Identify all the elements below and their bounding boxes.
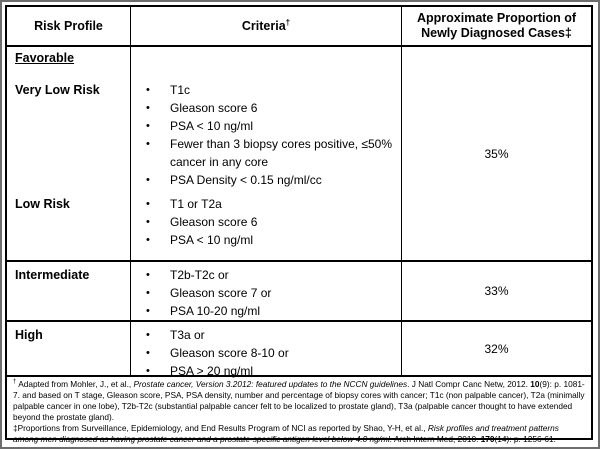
- favorable-label-cell: [7, 47, 131, 262]
- list-item: • T2b-T2c or: [131, 266, 401, 284]
- list-item: • Gleason score 6: [131, 99, 397, 117]
- footnotes: [7, 377, 591, 445]
- intermediate-proportion-cell: [402, 262, 591, 322]
- list-item: • T3a or: [131, 326, 401, 344]
- favorable-group-label: Favorable: [15, 51, 75, 65]
- bullet-icon: •: [146, 102, 150, 114]
- bullet-icon: •: [146, 305, 150, 317]
- dagger-symbol: †: [285, 17, 291, 27]
- list-item: • Gleason score 7 or: [131, 284, 401, 302]
- favorable-criteria-cell: [131, 47, 402, 262]
- low-risk-criteria-list: [131, 195, 397, 249]
- bullet-icon: •: [146, 174, 150, 186]
- favorable-proportion-cell: [402, 47, 591, 262]
- header-proportion-line2: Newly Diagnosed Cases‡: [421, 26, 572, 40]
- list-item: • PSA < 10 ng/ml: [131, 117, 397, 135]
- header-risk-profile-label: Risk Profile: [34, 18, 103, 33]
- bullet-icon: •: [146, 84, 150, 96]
- header-proportion-line1: Approximate Proportion of: [416, 11, 577, 25]
- header-proportion: [402, 7, 591, 47]
- risk-profile-table: [5, 5, 593, 444]
- very-low-risk-label: Very Low Risk: [15, 83, 100, 97]
- list-item: • T1 or T2a: [131, 195, 397, 213]
- bullet-icon: •: [146, 287, 150, 299]
- list-item: • PSA < 10 ng/ml: [131, 231, 397, 249]
- bullet-icon: •: [146, 347, 150, 359]
- very-low-risk-criteria-list: [131, 81, 397, 189]
- footnote-adapted: † Adapted from Mohler, J., et al., Prostate cancer, Version 3.2012: featured updates to the NCCN guidelines. J Natl Compr Canc Netw, 2012. 10(9): p. 1081-7. and based on T stage, Gleason score, PSA, PSA density, number and percentage of biopsy cores with cancer; T1c (non palpable cancer), T2a (minimally palpable cancer in one lobe), T2b-T2c (substantial palpable cancer felt to be localized to prostate gland), T3a (palpable cancer thought to have extended beyond the prostate gland).: [13, 379, 585, 422]
- high-proportion-cell: [402, 322, 591, 377]
- header-criteria-label: Criteria†: [241, 17, 291, 33]
- header-risk-profile: [7, 7, 131, 47]
- list-item: • PSA 10-20 ng/ml: [131, 302, 401, 320]
- list-item: • Fewer than 3 biopsy cores positive, ≤50% cancer in any core: [131, 135, 397, 171]
- intermediate-criteria-cell: [131, 262, 402, 322]
- intermediate-proportion-value: 33%: [484, 284, 509, 298]
- bullet-icon: •: [146, 234, 150, 246]
- bullet-icon: •: [146, 269, 150, 281]
- bullet-icon: •: [146, 138, 150, 150]
- intermediate-criteria-list: [131, 262, 401, 320]
- high-label: High: [15, 328, 43, 342]
- bullet-icon: •: [146, 216, 150, 228]
- high-proportion-value: 32%: [484, 341, 509, 356]
- list-item: • Gleason score 6: [131, 213, 397, 231]
- bullet-icon: •: [146, 120, 150, 132]
- list-item: • T1c: [131, 81, 397, 99]
- footnote-proportions: ‡Proportions from Surveillance, Epidemiology, and End Results Program of NCI as reported by Shao, Y-H, et al., Risk profiles and treatment patterns among men diagnosed as having prostate cancer and a prostate-specific antigen level below 4.0 ng/ml. Arch Intern Med, 2010. 170(14): p. 1256-61.: [13, 423, 559, 444]
- header-criteria: [131, 7, 402, 47]
- bullet-icon: •: [146, 365, 150, 377]
- list-item: • Gleason score 8-10 or: [131, 344, 401, 362]
- bullet-icon: •: [146, 198, 150, 210]
- bullet-icon: •: [146, 329, 150, 341]
- high-criteria-list: [131, 322, 401, 380]
- high-label-cell: [7, 322, 131, 377]
- intermediate-label: Intermediate: [15, 268, 90, 282]
- low-risk-label: Low Risk: [15, 197, 70, 211]
- list-item: • PSA Density < 0.15 ng/ml/cc: [131, 171, 397, 189]
- list-item: • PSA > 20 ng/ml: [131, 362, 401, 380]
- high-criteria-cell: [131, 322, 402, 377]
- intermediate-label-cell: [7, 262, 131, 322]
- favorable-proportion-value: 35%: [484, 146, 509, 161]
